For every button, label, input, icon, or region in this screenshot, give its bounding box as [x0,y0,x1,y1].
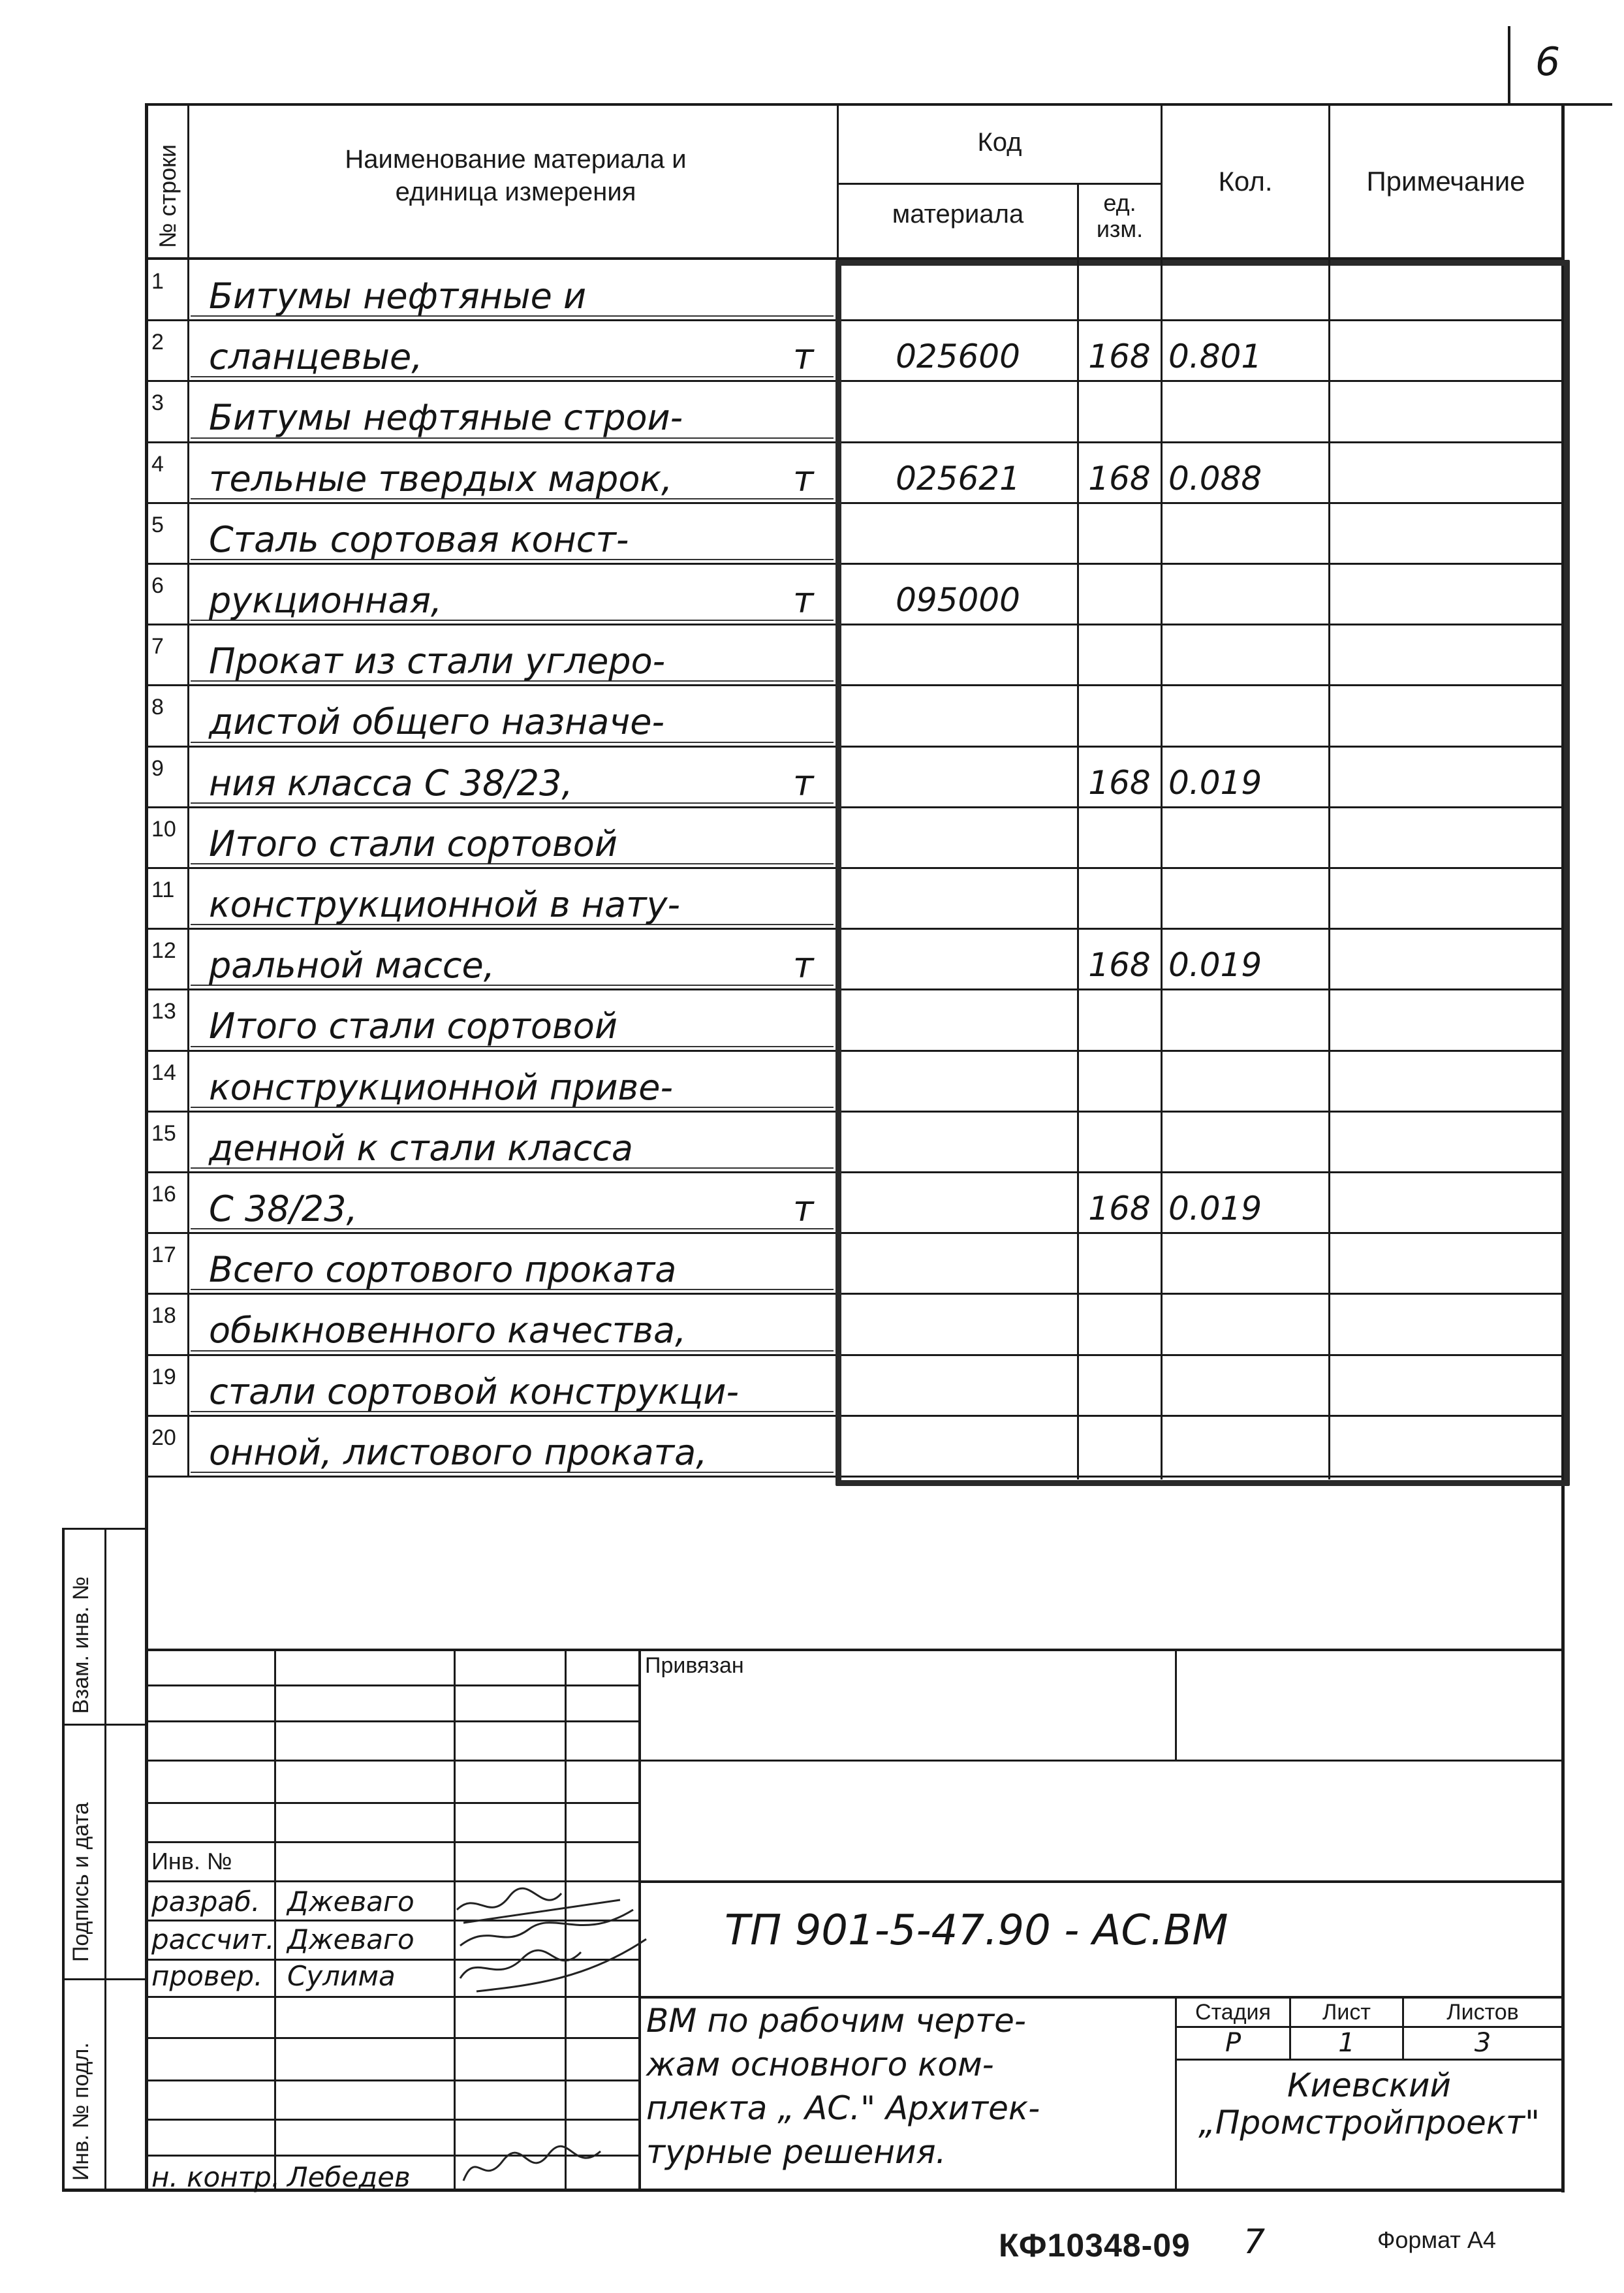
stamp-privyazan: Привязан [645,1653,744,1678]
row-number: 6 [151,573,164,598]
material-unit: т [793,762,814,804]
side-label-vzam: Взам. инв. № [69,1576,93,1714]
material-name: ния класса С 38/23, [209,762,573,804]
signature-icon [457,2142,607,2194]
row-number: 7 [151,634,164,659]
stamp-h-privyazan [640,1760,1563,1762]
material-name: Всего сортового проката [209,1249,677,1291]
row-number: 13 [151,999,176,1024]
material-unit: т [793,580,814,621]
material-code: 025600 [896,338,1020,376]
material-name: С 38/23, [209,1188,358,1229]
material-name: конструкционной в нату- [209,884,681,925]
material-name: стали сортовой конструкци- [209,1370,739,1412]
stamp-sheets-label: Листов [1446,2000,1519,2025]
row-number: 3 [151,390,164,416]
row-number: 9 [151,755,164,781]
side-col-inner [104,1528,106,2190]
row-number: 15 [151,1120,176,1146]
stamp-title-line1: ВМ по рабочим черте- [646,2002,1026,2040]
page-number: 6 [1535,39,1561,85]
stamp-col-privyazan [1175,1649,1177,1760]
material-name: ральной массе, [209,945,495,987]
row-number: 12 [151,938,176,964]
stamp-grid-line [147,1880,640,1882]
material-name: тельные твердых марок, [209,458,673,499]
material-name: Битумы нефтяные строи- [209,397,683,439]
material-name: сланцевые, [209,336,423,378]
material-name: Прокат из стали углеро- [209,640,666,682]
stamp-grid-line [147,1684,640,1686]
stamp-grid-line [147,2080,640,2081]
row-number: 14 [151,1060,176,1085]
header-name-line2: единица измерения [395,178,636,206]
row-number: 18 [151,1303,176,1329]
stamp-grid-line [147,1841,640,1843]
material-name: конструкционной приве- [209,1066,673,1108]
stamp-title-line2: жам основного ком- [646,2046,994,2083]
header-code: Код [977,128,1022,157]
side-col-left [62,1528,65,2190]
stamp-designation: ТП 901-5-47.90 - АС.ВМ [725,1906,1228,1955]
frame-left-lower [145,1528,148,2190]
page-number-box-left [1508,26,1510,106]
quantity: 0.019 [1168,763,1262,802]
frame-top [147,103,1563,106]
row-number: 11 [151,878,175,902]
material-name: Битумы нефтяные и [209,276,587,317]
stamp-inv-no: Инв. № [151,1848,232,1874]
row-number: 4 [151,451,164,477]
stamp-grid-line [147,1760,640,1762]
header-name-line1: Наименование материала и [345,145,687,174]
material-name: онной, листового проката, [209,1431,708,1473]
header-col-code [837,103,839,260]
unit-code: 168 [1088,763,1151,802]
quantity: 0.019 [1168,1190,1262,1227]
stamp-person-name: Сулима [287,1960,396,1992]
header-row-no: № строки [154,144,181,248]
footer-num: 7 [1243,2222,1266,2262]
quantity: 0.019 [1168,946,1262,985]
stamp-grid-line [147,2037,640,2039]
stamp-h-designation-bottom [640,1996,1563,1999]
stamp-org-line2: „Промстройпроект" [1198,2104,1540,2142]
col-note [1328,260,1330,1479]
material-name: Итого стали сортовой [209,1005,617,1047]
material-name: обыкновенного качества, [209,1310,687,1352]
header-qty: Кол. [1218,166,1273,197]
unit-code: 168 [1088,338,1151,376]
col-qty [1161,260,1163,1479]
unit-code: 168 [1088,459,1151,498]
stamp-person-name: Лебедев [287,2161,411,2193]
row-number: 16 [151,1182,176,1207]
stamp-role: разраб. [151,1886,260,1918]
row-number: 5 [151,512,164,537]
material-unit: т [793,336,814,378]
col-unit [1077,260,1079,1479]
row-number: 1 [151,269,164,294]
material-unit: т [793,458,814,499]
footer-format: Формат А4 [1377,2226,1496,2253]
row-number: 2 [151,330,164,355]
quantity: 0.801 [1168,338,1262,376]
header-note: Примечание [1366,166,1525,197]
unit-code: 168 [1088,1190,1151,1227]
unit-code: 168 [1088,946,1151,985]
side-label-inv: Инв. № подл. [69,2042,93,2181]
stamp-sheets: 3 [1474,2028,1491,2058]
stamp-grid-line [147,1720,640,1722]
row-number: 10 [151,816,176,842]
row-number: 19 [151,1364,176,1389]
quantity: 0.088 [1168,459,1262,498]
stamp-role: рассчит. [151,1923,275,1955]
material-name: денной к стали класса [209,1127,633,1169]
material-code: 095000 [896,581,1020,619]
stamp-h-designation-top [640,1880,1563,1883]
material-name: Итого стали сортовой [209,823,617,864]
header-col-rowno [187,103,189,1478]
row-number: 20 [151,1425,176,1450]
stamp-stage: Р [1225,2028,1241,2058]
stamp-h-stage-values [1175,2059,1563,2061]
stamp-stage-label: Стадия [1195,2000,1271,2025]
material-unit: т [793,1188,814,1229]
material-unit: т [793,945,814,987]
material-name: дистой общего назначе- [209,701,664,743]
signature-icon [457,1926,653,1998]
header-code-split [837,183,1161,185]
footer-archive-no: КФ10348-09 [999,2227,1191,2264]
material-code: 025621 [896,459,1020,498]
stamp-org-line1: Киевский [1287,2066,1451,2104]
stamp-grid-line [147,2119,640,2121]
row-number: 8 [151,695,164,720]
header-material: материала [892,200,1024,229]
stamp-sheet-label: Лист [1322,2000,1371,2025]
header-unit-line2: изм. [1096,215,1144,242]
data-block-border [835,260,1570,1486]
row-number: 17 [151,1242,176,1268]
stamp-role: провер. [151,1960,263,1992]
stamp-person-name: Джеваго [287,1886,414,1918]
stamp-top [147,1649,1563,1651]
header-unit-line1: ед. [1103,189,1136,216]
stamp-title-line3: плекта „ АС." Архитек- [646,2089,1040,2127]
material-name: рукционная, [209,580,443,621]
side-label-podpis: Подпись и дата [69,1802,93,1962]
stamp-role: н. контр. [151,2161,281,2193]
stamp-title-line4: турные решения. [646,2133,946,2171]
stamp-person-name: Джеваго [287,1923,414,1955]
material-name: Сталь сортовая конст- [209,518,629,560]
stamp-grid-line [147,1802,640,1804]
stamp-sheet: 1 [1338,2028,1355,2058]
